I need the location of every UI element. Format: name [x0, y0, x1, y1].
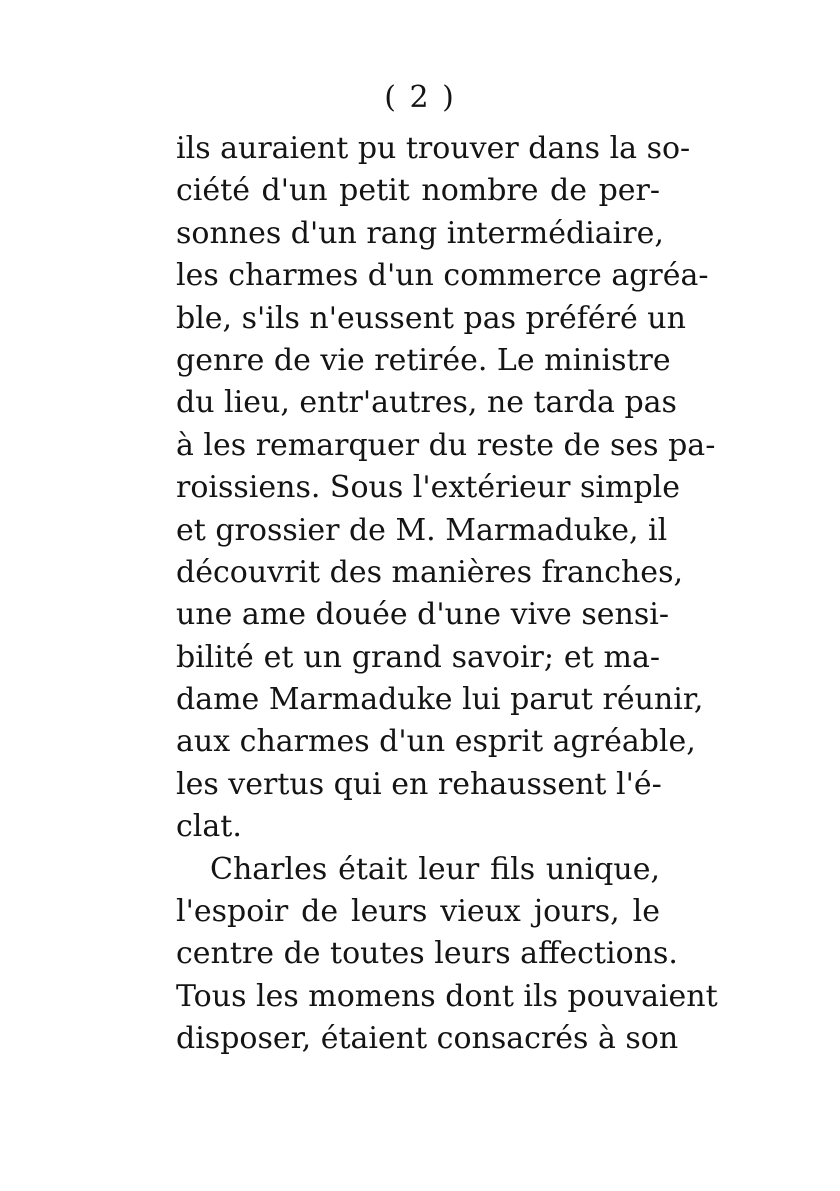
- text-line: ciété d'un petit nombre de per-: [176, 173, 660, 209]
- page-number: ( 2 ): [384, 80, 456, 115]
- text-line: sonnes d'un rang intermédiaire,: [176, 215, 664, 251]
- text-line: disposer, étaient consacrés à son: [176, 1021, 679, 1057]
- text-line: du lieu, entr'autres, ne tarda pas: [176, 385, 677, 421]
- paragraph-start-line: Charles était leur fils unique,: [210, 851, 660, 887]
- text-line: bilité et un grand savoir; et ma-: [176, 639, 660, 675]
- text-line: aux charmes d'un esprit agréable,: [176, 724, 696, 760]
- text-line: roissiens. Sous l'extérieur simple: [176, 470, 680, 506]
- text-line: l'espoir de leurs vieux jours, le: [176, 894, 660, 930]
- paragraph-end-line: clat.: [176, 809, 242, 845]
- text-line: genre de vie retirée. Le ministre: [176, 342, 671, 378]
- body-text: [176, 128, 718, 1061]
- text-line: et grossier de M. Marmaduke, il: [176, 512, 668, 548]
- text-line: ils auraient pu trouver dans la so-: [176, 131, 691, 166]
- text-line: découvrit des manières franches,: [176, 554, 683, 590]
- text-line: les vertus qui en rehaussent l'é-: [176, 766, 662, 802]
- text-line: centre de toutes leurs affections.: [176, 936, 678, 972]
- text-line: à les remarquer du reste de ses pa-: [176, 427, 716, 463]
- text-line: une ame douée d'une vive sensi-: [176, 597, 669, 633]
- text-line: ble, s'ils n'eussent pas préféré un: [176, 300, 686, 336]
- text-line: Tous les momens dont ils pouvaient: [176, 978, 718, 1014]
- text-line: dame Marmaduke lui parut réunir,: [176, 682, 704, 718]
- text-line: les charmes d'un commerce agréa-: [176, 258, 709, 294]
